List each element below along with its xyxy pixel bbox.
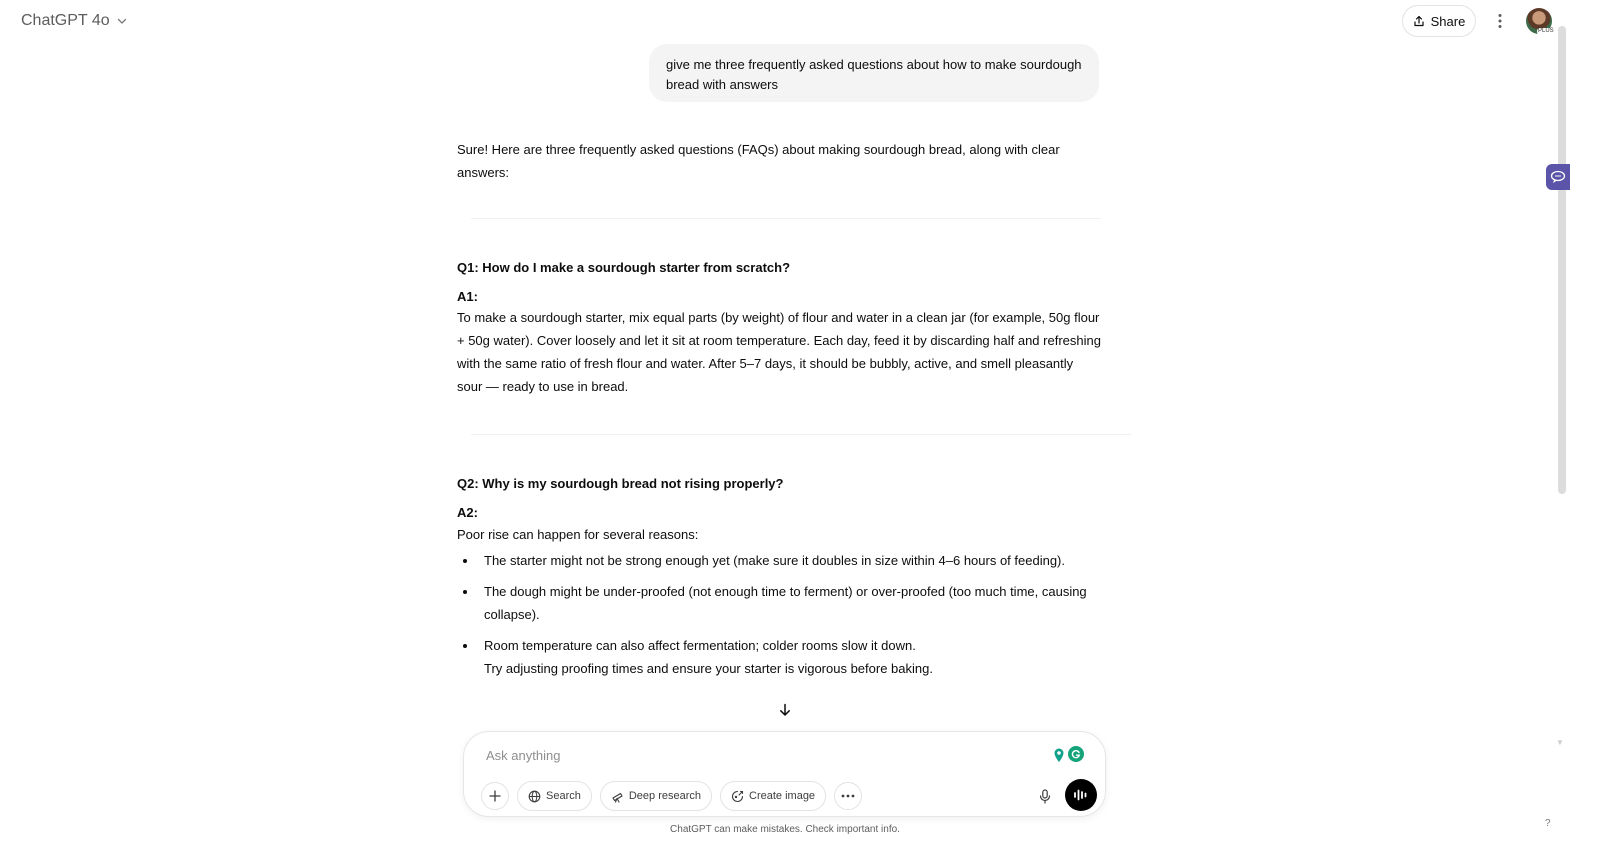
composer-tools bbox=[481, 781, 862, 811]
faq-question-2: Q2: Why is my sourdough bread not rising properly? bbox=[457, 476, 784, 491]
plus-icon bbox=[489, 790, 501, 802]
voice-mode-button[interactable] bbox=[1065, 779, 1097, 811]
search-button[interactable] bbox=[517, 781, 592, 811]
telescope-icon bbox=[611, 790, 624, 803]
faq-answer-2-label: A2: bbox=[457, 505, 478, 520]
assistant-intro: Sure! Here are three frequently asked questions (FAQs) about making sourdough bread, along with clear answers: bbox=[457, 142, 1060, 180]
extension-sidebar-tab[interactable] bbox=[1546, 164, 1570, 190]
deep-research-button[interactable] bbox=[600, 781, 712, 811]
chevron-down-icon bbox=[116, 15, 128, 27]
list-item: The dough might be under-proofed (not enough time to ferment) or over-proofed (too much time, causing collapse). bbox=[457, 580, 1102, 626]
disclaimer: ChatGPT can make mistakes. Check important info. bbox=[670, 824, 900, 835]
help-button[interactable]: ? bbox=[1545, 818, 1551, 829]
share-button[interactable] bbox=[1402, 5, 1476, 37]
search-label: Search bbox=[546, 790, 581, 802]
faq-answer-2-list bbox=[457, 549, 1102, 680]
faq-answer-2-tip: Try adjusting proofing times and ensure your starter is vigorous before baking. bbox=[484, 661, 933, 676]
share-label: Share bbox=[1430, 13, 1466, 29]
list-item bbox=[457, 634, 1102, 680]
faq-question-1: Q1: How do I make a sourdough starter from scratch? bbox=[457, 260, 791, 275]
plan-badge: PLUS bbox=[1538, 28, 1554, 34]
prompt-composer bbox=[463, 731, 1106, 817]
faq-answer-2-intro: Poor rise can happen for several reasons: bbox=[457, 527, 699, 542]
divider bbox=[471, 434, 1131, 435]
list-item-text: Room temperature can also affect fermentation; colder rooms slow it down. bbox=[484, 638, 916, 653]
scroll-to-bottom-button[interactable] bbox=[773, 698, 797, 722]
microphone-icon bbox=[1039, 789, 1051, 804]
model-selector[interactable] bbox=[21, 12, 128, 30]
faq-answer-1: To make a sourdough starter, mix equal parts (by weight) of flour and water in a clean jar (for example, 50g flour + 50g water). Cover loosely and let it sit at room temperature. Each day, feed it by discarding half and refreshing with the same ratio of fresh flour and water. After 5–7 days, it should be bubbly, active, and smell pleasantly sour — ready to use in bread. bbox=[457, 310, 1101, 394]
voice-mode-icon bbox=[1073, 788, 1089, 802]
user-message-text: give me three frequently asked questions about how to make sourdough bread with answers bbox=[666, 57, 1082, 92]
scrollbar-down-arrow-icon[interactable]: ▼ bbox=[1556, 738, 1564, 747]
deep-research-label: Deep research bbox=[628, 790, 702, 802]
create-image-label: Create image bbox=[749, 790, 816, 802]
grammarly-icon[interactable] bbox=[1068, 746, 1084, 762]
prompt-input[interactable] bbox=[486, 745, 1026, 765]
scrollbar-thumb[interactable] bbox=[1558, 26, 1566, 494]
globe-icon bbox=[528, 790, 541, 803]
add-attachment-button[interactable] bbox=[481, 782, 509, 810]
more-vertical-icon[interactable] bbox=[1490, 10, 1510, 32]
more-horizontal-icon bbox=[841, 794, 855, 798]
location-pin-icon[interactable] bbox=[1053, 747, 1065, 763]
create-image-button[interactable] bbox=[720, 781, 826, 811]
model-label: ChatGPT 4o bbox=[21, 12, 110, 29]
faq-answer-1-label: A1: bbox=[457, 289, 478, 304]
dictate-button[interactable] bbox=[1032, 783, 1058, 809]
divider bbox=[471, 218, 1101, 219]
top-bar bbox=[0, 0, 1600, 44]
user-message-bubble bbox=[649, 44, 1099, 102]
share-icon bbox=[1413, 15, 1425, 27]
extension-icon bbox=[1550, 170, 1566, 184]
list-item: The starter might not be strong enough yet (make sure it doubles in size within 4–6 hours of feeding). bbox=[457, 549, 1102, 572]
arrow-down-icon bbox=[779, 703, 791, 717]
image-create-icon bbox=[731, 790, 744, 803]
more-tools-button[interactable] bbox=[834, 782, 862, 810]
